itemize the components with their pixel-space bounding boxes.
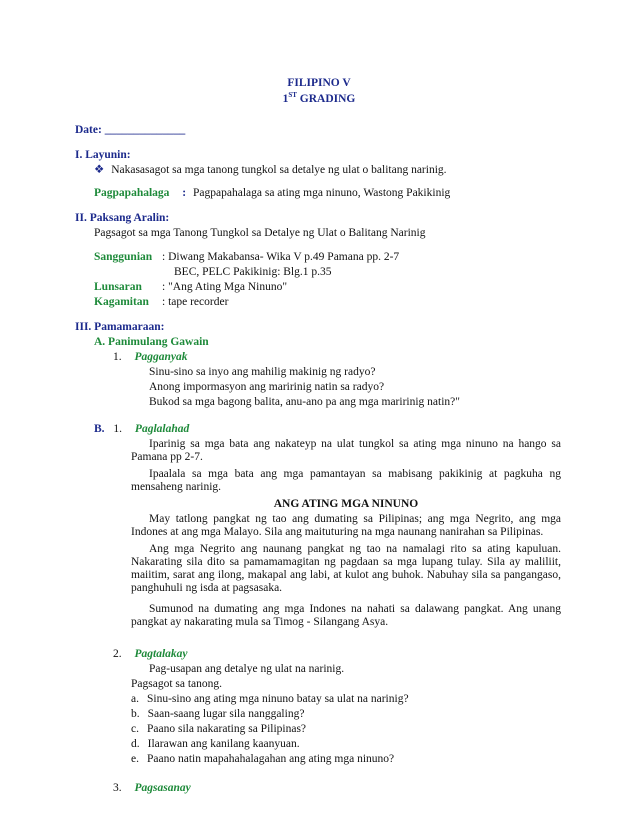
pagganyak-question-1: Sinu-sino sa inyo ang mahilig makinig ng radyo? xyxy=(149,366,376,378)
story-title: ANG ATING MGA NINUNO xyxy=(273,498,419,510)
pagganyak-row xyxy=(113,351,188,364)
sanggunian-label: Sanggunian xyxy=(94,251,153,263)
date-label: Date: xyxy=(75,124,102,136)
date-line xyxy=(75,124,185,137)
paglalahad-number: 1. xyxy=(113,423,123,435)
question-item xyxy=(131,693,409,706)
pagtalakay-line-2: Pagsagot sa tanong. xyxy=(131,678,223,690)
kagamitan-text: : tape recorder xyxy=(162,296,229,308)
question-item xyxy=(131,738,300,751)
pagtalakay-label: Pagtalakay xyxy=(134,648,188,660)
question-text: Sinu-sino ang ating mga ninuno batay sa ulat na narinig? xyxy=(146,693,409,705)
section-paksang-aralin-heading: II. Paksang Aralin: xyxy=(75,212,170,224)
sanggunian-line2: BEC, PELC Pakikinig: Blg.1 p.35 xyxy=(174,266,332,278)
story-paragraph-3: Sumunod na dumating ang mga Indones na nahati sa dalawang pangkat. Ang unang pangkat ay nakarating mula sa Timog - Silangang Asya. xyxy=(131,603,561,628)
layunin-bullet xyxy=(94,164,447,177)
question-letter: a. xyxy=(131,693,139,705)
question-item xyxy=(131,708,304,721)
grading-text: GRADING xyxy=(296,93,356,105)
date-blank: ______________ xyxy=(104,124,186,136)
pagpapahalaga-row xyxy=(94,187,450,200)
panimulang-gawain-label: A. Panimulang Gawain xyxy=(94,336,209,348)
question-item xyxy=(131,723,306,736)
pagpapahalaga-label: Pagpapahalaga xyxy=(94,187,170,199)
question-text: Saan-saang lugar sila nanggaling? xyxy=(147,708,305,720)
question-letter: e. xyxy=(131,753,139,765)
pagganyak-label: Pagganyak xyxy=(134,351,188,363)
paglalahad-label: Paglalahad xyxy=(134,423,190,435)
grading-label xyxy=(0,93,638,106)
pagganyak-question-3: Bukod sa mga bagong balita, anu-ano pa ang mga maririnig natin?" xyxy=(149,396,460,408)
question-letter: c. xyxy=(131,723,139,735)
pagtalakay-number: 2. xyxy=(113,648,122,660)
question-letter: d. xyxy=(131,738,140,750)
paglalahad-paragraph-1: Iparinig sa mga bata ang nakateyp na ulat tungkol sa ating mga ninuno na hango sa Pamana pp 2-7. xyxy=(131,438,561,463)
question-text: Paano sila nakarating sa Pilipinas? xyxy=(146,723,307,735)
grading-number: 1 xyxy=(282,93,289,105)
pagpapahalaga-colon: : xyxy=(182,187,187,199)
section-pamamaraan-heading: III. Pamamaraan: xyxy=(75,321,165,333)
lunsaran-text: : "Ang Ating Mga Ninuno" xyxy=(162,281,288,293)
pagsasanay-number: 3. xyxy=(113,782,122,794)
story-paragraph-2: Ang mga Negrito ang naunang pangkat ng tao na namalagi rito sa ating kapuluan. Nakarating sila dito sa pamamamagitan ng pagdaan sa mga lupang tulay. Sila ay maliliit, maiitim, sarat ang ilong, makapal ang labi, at kulot ang buhok. Nabuhay sila sa pangangaso, panghuhuli ng isda at pagsasaka. xyxy=(131,543,561,594)
question-text: Ilarawan ang kanilang kaanyuan. xyxy=(147,738,300,750)
doc-title: FILIPINO V xyxy=(287,77,351,89)
pagganyak-number: 1. xyxy=(113,351,122,363)
sanggunian-line1: : Diwang Makabansa- Wika V p.49 Pamana pp. 2-7 xyxy=(162,251,400,263)
layunin-bullet-text: Nakasasagot sa mga tanong tungkol sa detalye ng ulat o balitang narinig. xyxy=(111,164,447,176)
story-paragraph-1: May tatlong pangkat ng tao ang dumating sa Pilipinas; ang mga Negrito, ang mga Indones at ang mga Malayo. Sila ang maituturing na mga naunang nanirahan sa Pilipinas. xyxy=(131,513,561,538)
section-b-label: B. xyxy=(94,423,105,435)
pagtalakay-line-1: Pag-usapan ang detalye ng ulat na narinig. xyxy=(149,663,345,675)
paglalahad-row xyxy=(94,423,189,436)
question-item xyxy=(131,753,394,766)
question-text: Paano natin mapahahalagahan ang ating mga ninuno? xyxy=(146,753,395,765)
pagpapahalaga-text: Pagpapahalaga sa ating mga ninuno, Wastong Pakikinig xyxy=(193,187,451,199)
pagsasanay-label: Pagsasanay xyxy=(134,782,191,794)
pagganyak-question-2: Anong impormasyon ang maririnig natin sa radyo? xyxy=(149,381,385,393)
section-layunin-heading: I. Layunin: xyxy=(75,149,131,161)
paksang-aralin-subtitle: Pagsagot sa mga Tanong Tungkol sa Detalye ng Ulat o Balitang Narinig xyxy=(94,227,426,239)
grading-superscript: ST xyxy=(288,91,297,100)
question-letter: b. xyxy=(131,708,140,720)
pagtalakay-row xyxy=(113,648,188,661)
pagsasanay-row xyxy=(113,782,191,795)
kagamitan-label: Kagamitan xyxy=(94,296,149,308)
paglalahad-paragraph-2: Ipaalala sa mga bata ang mga pamantayan sa mabisang pakikinig at pagkuha ng mensaheng narinig. xyxy=(131,468,561,493)
lunsaran-label: Lunsaran xyxy=(94,281,142,293)
diamond-bullet-icon: ❖ xyxy=(94,164,105,176)
